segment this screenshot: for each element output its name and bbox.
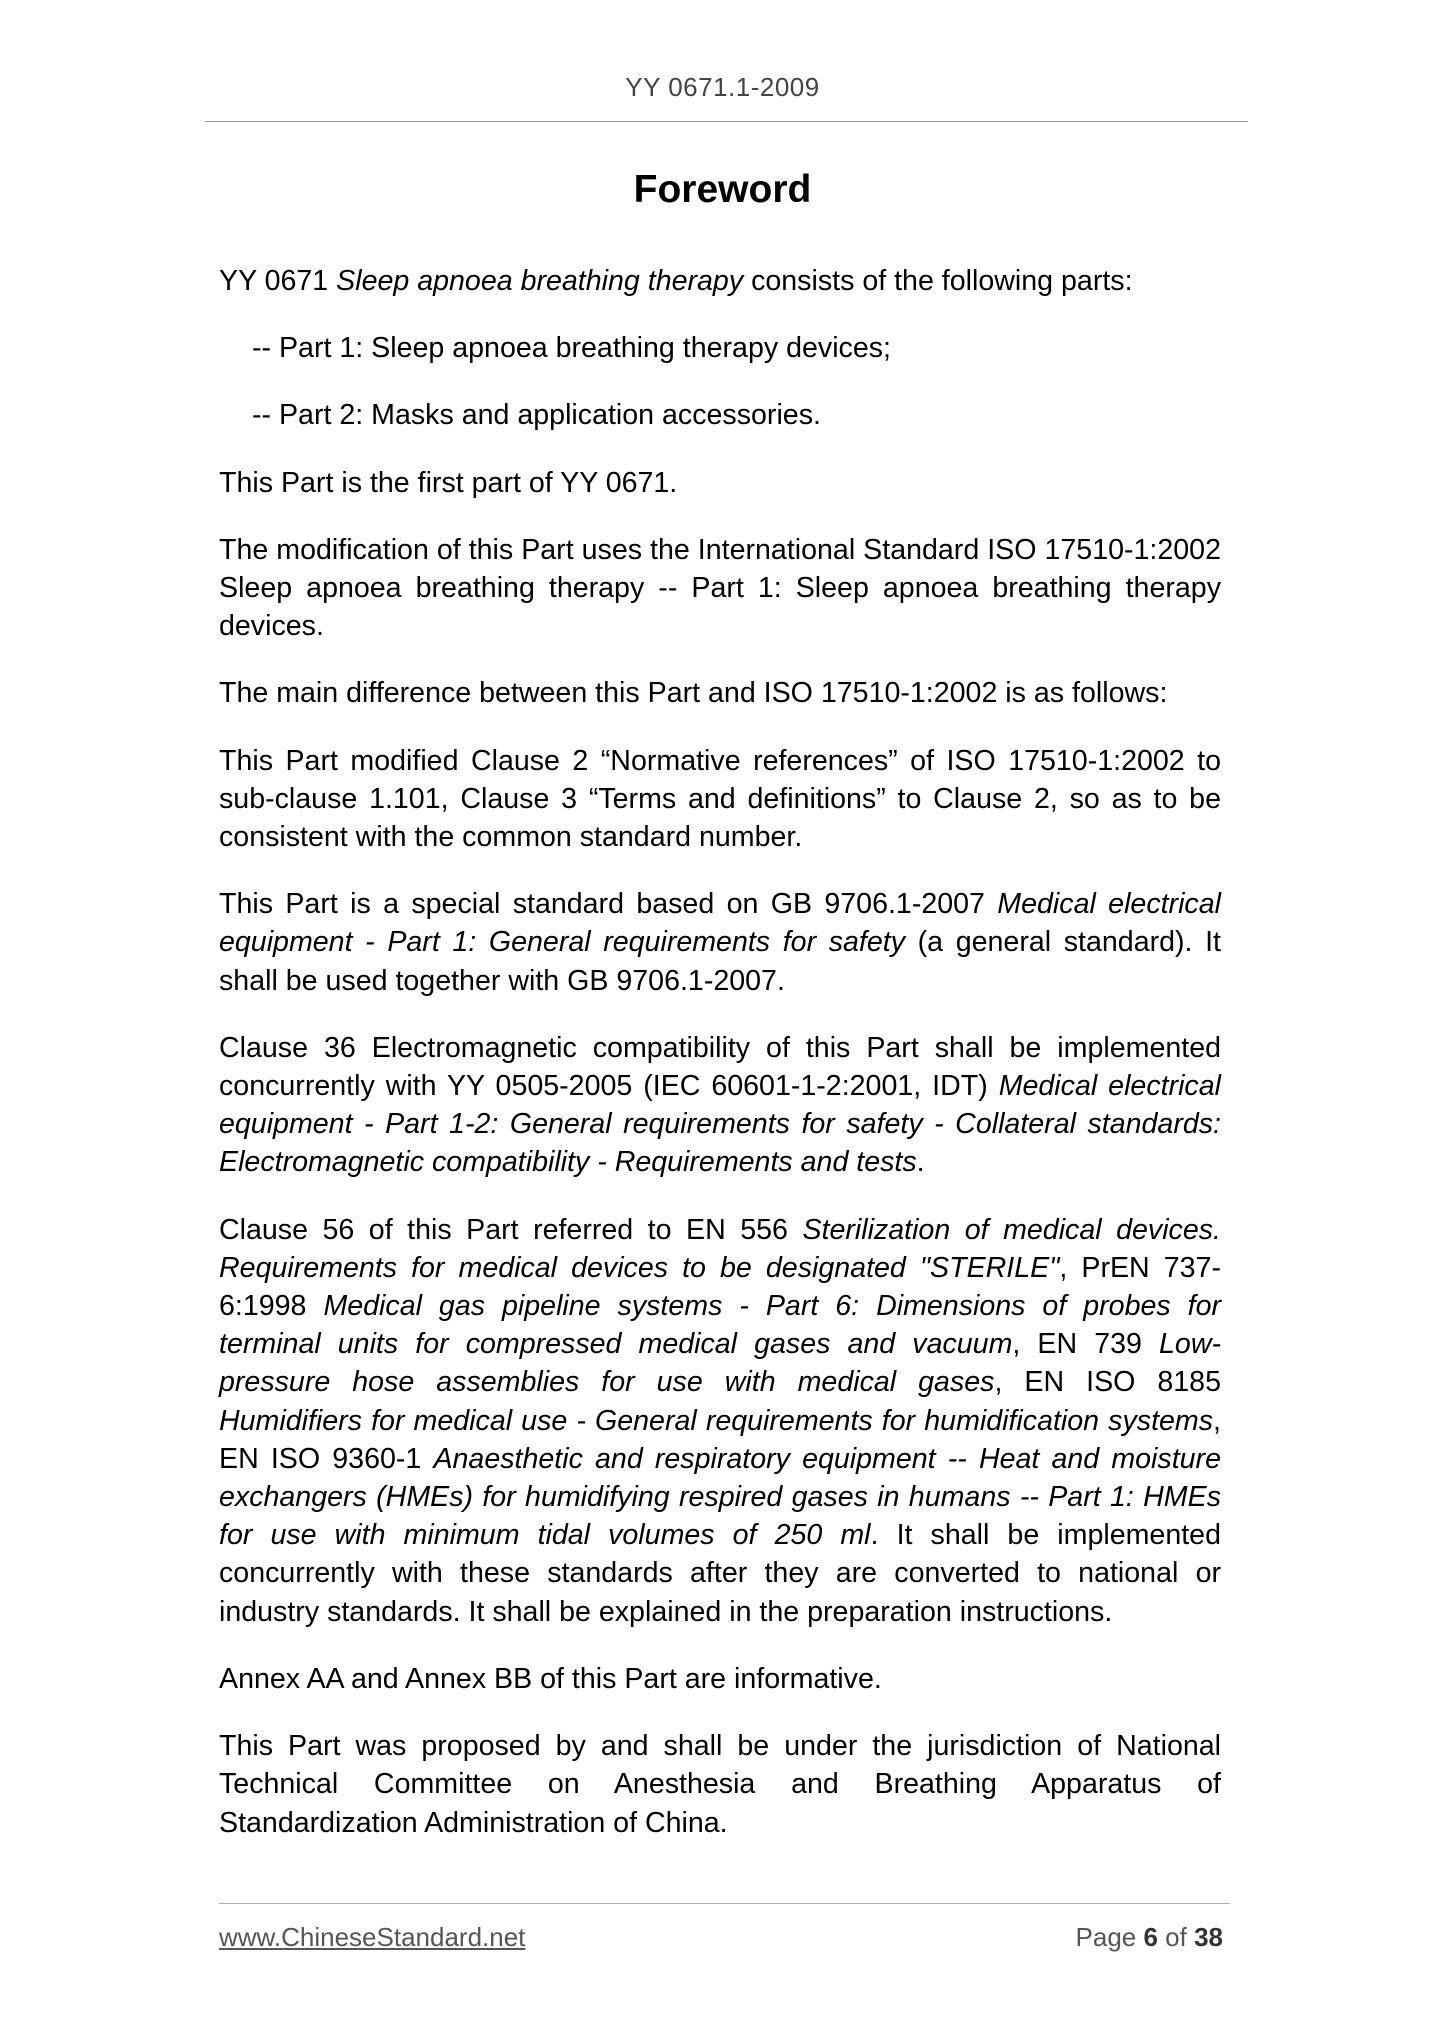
text-span: . It shall be implemented concurrently with these standards after they are converted to national or industry standards. It shall be explained in the preparation instructions. xyxy=(219,1519,1221,1628)
standard-title-italic: Medical electrical equipment - Part 1: General requirements for safety xyxy=(219,888,1221,959)
paragraph-first-part: This Part is the first part of YY 0671. xyxy=(219,466,678,499)
paragraph-special-standard xyxy=(219,885,1221,1000)
document-body xyxy=(219,262,1221,1871)
text-span: , EN ISO 8185 xyxy=(994,1366,1221,1399)
text-span: YY 0671 xyxy=(219,265,337,297)
standard-title-italic: Medical gas pipeline systems - Part 6: Dimensions of probes for terminal units for compressed medical gases and vacuum xyxy=(219,1290,1222,1361)
page-title: Foreword xyxy=(633,168,812,211)
list-item-part-2: -- Part 2: Masks and application accessories. xyxy=(252,399,821,432)
standard-title-italic: Humidifiers for medical use - General requirements for humidification systems xyxy=(219,1404,1214,1437)
text-span: Clause 56 of this Part referred to EN 556 xyxy=(219,1213,803,1246)
document-code-header: YY 0671.1-2009 xyxy=(625,72,820,102)
text-span: Clause 36 Electromagnetic compatibility of this Part shall be implemented concurrently with YY 0505-2005 (IEC 60601-1-2:2001, IDT) xyxy=(219,1031,1221,1103)
standard-title-italic: Sterilization of medical devices. Requirements for medical devices to be designated "STERILE" xyxy=(219,1213,1221,1284)
standard-title-italic: Medical electrical equipment - Part 1-2: General requirements for safety - Collateral standards: Electromagnetic compatibility - Requirements and tests xyxy=(219,1070,1221,1179)
paragraph-annexes: Annex AA and Annex BB of this Part are informative. xyxy=(219,1662,882,1695)
paragraph-emc-clause xyxy=(219,1029,1221,1182)
paragraph-clause-changes: This Part modified Clause 2 “Normative references” of ISO 17510-1:2002 to sub-clause 1.101, Clause 3 “Terms and definitions” to Clause 2, so as to be consistent with the common standard number. xyxy=(219,744,1221,854)
total-pages-number: 38 xyxy=(1194,1922,1223,1952)
page-label: Page xyxy=(1075,1922,1144,1952)
paragraph-jurisdiction: This Part was proposed by and shall be under the jurisdiction of National Technical Committee on Anesthesia and Breathing Apparatus of Standardization Administration of China. xyxy=(219,1730,1221,1839)
header-divider xyxy=(205,121,1248,122)
paragraph-main-difference: The main difference between this Part and ISO 17510-1:2002 is as follows: xyxy=(219,677,1168,710)
text-span: , PrEN 737-6:1998 xyxy=(219,1251,1221,1323)
paragraph-parts-intro xyxy=(219,262,1221,300)
website-link[interactable]: www.ChineseStandard.net xyxy=(219,1922,526,1952)
paragraph-clause-56-references xyxy=(219,1211,1221,1631)
standard-title-italic: Sleep apnoea breathing therapy xyxy=(336,265,744,297)
list-item-part-1: -- Part 1: Sleep apnoea breathing therapy devices; xyxy=(252,332,891,365)
text-span: . xyxy=(916,1146,925,1179)
text-span: consists of the following parts: xyxy=(743,265,1133,297)
current-page-number: 6 xyxy=(1143,1922,1158,1952)
standard-title-italic: Low-pressure hose assemblies for use with medical gases xyxy=(219,1328,1221,1399)
text-span: (a general standard). It shall be used together with GB 9706.1-2007. xyxy=(219,926,1222,997)
paragraph-modification: The modification of this Part uses the International Standard ISO 17510-1:2002 Sleep apnoea breathing therapy -- Part 1: Sleep apnoea breathing therapy devices. xyxy=(219,533,1221,643)
footer-divider xyxy=(219,1903,1230,1904)
text-span: , EN 739 xyxy=(1012,1328,1160,1361)
text-span: , EN ISO 9360-1 xyxy=(219,1404,1221,1475)
text-span: This Part is a special standard based on GB 9706.1-2007 xyxy=(219,888,998,921)
page-number xyxy=(1076,1922,1223,1953)
standard-title-italic: Anaesthetic and respiratory equipment -- Heat and moisture exchangers (HMEs) for humidifying respired gases in humans -- Part 1: HMEs for use with minimum tidal volumes of 250 ml xyxy=(219,1442,1221,1552)
page-of-label: of xyxy=(1157,1922,1195,1952)
